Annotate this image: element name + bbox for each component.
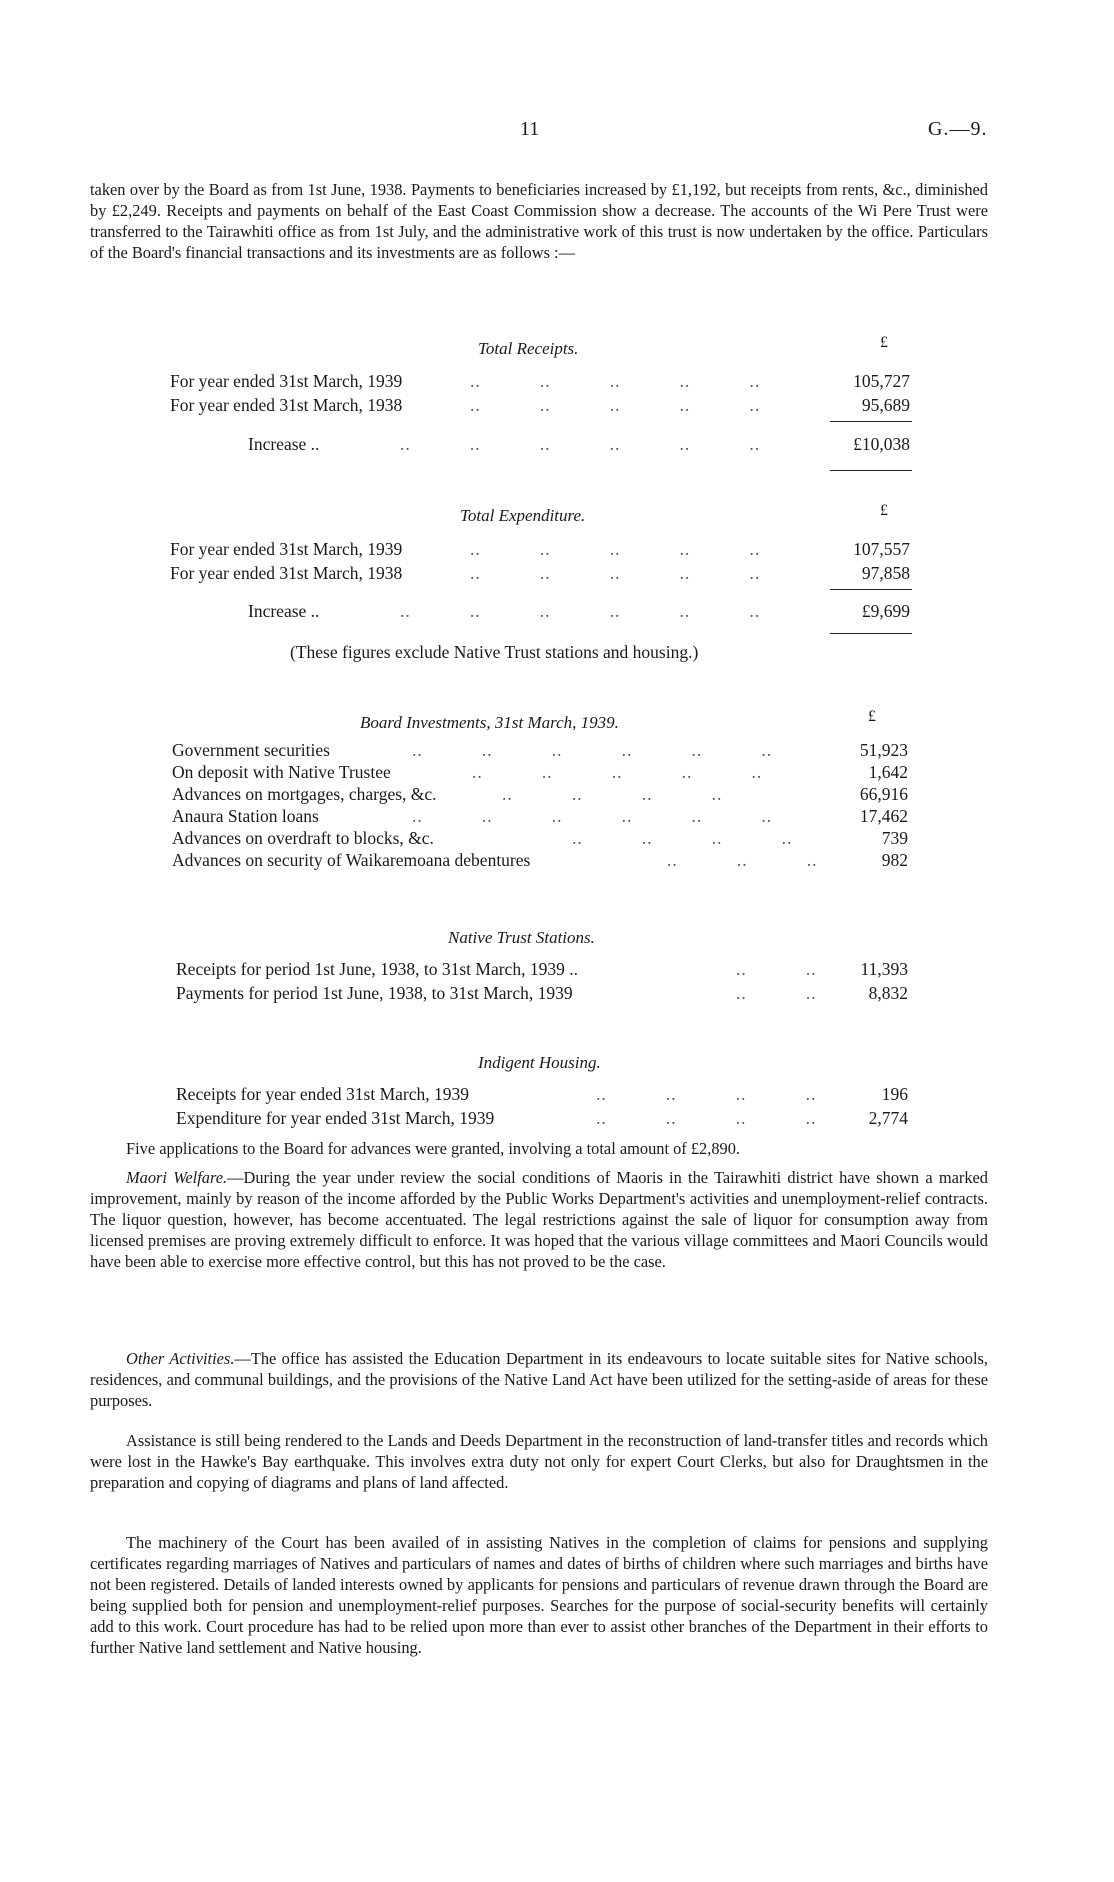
board-investments-title: Board Investments, 31st March, 1939. xyxy=(360,713,619,732)
total-expenditure-title: Total Expenditure. xyxy=(460,506,586,525)
total-rule xyxy=(830,470,912,471)
increase-label: Increase .. xyxy=(248,601,320,621)
total-expenditure-currency: £ xyxy=(880,502,888,519)
table-row xyxy=(172,740,908,762)
row-value: 8,832 xyxy=(868,983,908,1003)
table-row xyxy=(170,563,910,587)
table-row xyxy=(170,395,910,419)
increase-value: £9,699 xyxy=(861,601,910,621)
row-value: 51,923 xyxy=(859,740,908,760)
maori-welfare-text: —During the year under review the social conditions of Maoris in the Tairawhiti district have shown a marked improvement, mainly by reason of the income afforded by the Public Works Department's activities and unemployment-relief contracts. The liquor question, however, has become accentuated. The legal restrictions against the sale of liquor for consumption away from licensed premises are proving extremely difficult to enforce. It was hoped that the various village committees and Maori Councils would have been able to exercise more effective control, but this has not proved to be the case. xyxy=(90,1168,988,1271)
row-value: 105,727 xyxy=(853,371,910,391)
subtotal-rule xyxy=(830,421,912,422)
table-row xyxy=(172,828,908,850)
row-label: Receipts for period 1st June, 1938, to 31st March, 1939 .. xyxy=(176,959,578,979)
board-investments-table xyxy=(172,740,908,872)
native-trust-stations-table xyxy=(176,959,908,1007)
row-value: 1,642 xyxy=(868,762,908,782)
table-row xyxy=(170,539,910,563)
row-label: Expenditure for year ended 31st March, 1939 xyxy=(176,1108,495,1128)
total-receipts-table xyxy=(170,371,910,419)
table-row xyxy=(176,983,908,1007)
increase-label: Increase .. xyxy=(248,434,320,454)
leader-dots: .. .. xyxy=(736,983,817,1003)
table-row xyxy=(172,762,908,784)
row-value: 95,689 xyxy=(861,395,910,415)
row-label: Anaura Station loans xyxy=(172,806,319,826)
other-activities-paragraph xyxy=(90,1348,988,1411)
table-row xyxy=(176,1108,908,1132)
row-value: 739 xyxy=(881,828,908,848)
table-row xyxy=(170,371,910,395)
row-label: For year ended 31st March, 1939 xyxy=(170,539,403,559)
leader-dots: .. .. .. .. xyxy=(572,828,793,848)
table-row xyxy=(176,959,908,983)
row-label: For year ended 31st March, 1939 xyxy=(170,371,403,391)
machinery-paragraph: The machinery of the Court has been availed of in assisting Natives in the completion of claims for pensions and supplying certificates regarding marriages of Natives and particulars of names and dates of births of children where such marriages and births have not been registered. Details of landed interests owned by applicants for pensions and particulars of revenue drawn through the Board are being supplied both for pension and unemployment-relief purposes. Searches for the purpose of social-security benefits will certainly add to this work. Court procedure has had to be relied upon more than ever to assist other branches of the Department in their efforts to further Native land settlement and Native housing. xyxy=(90,1533,988,1657)
row-label: For year ended 31st March, 1938 xyxy=(170,395,403,415)
total-rule xyxy=(830,633,912,634)
intro-paragraph: taken over by the Board as from 1st June, 1938. Payments to beneficiaries increased by £1,192, but receipts from rents, &c., diminished by £2,249. Receipts and payments on behalf of the East Coast Commission show a decrease. The accounts of the Wi Pere Trust were transferred to the Tairawhiti office as from 1st July, and the administrative work of this trust is now undertaken by the office. Particulars of the Board's financial transactions and its investments are as follows :— xyxy=(90,180,988,262)
document-reference: G.—9. xyxy=(928,118,988,140)
leader-dots: .. .. .. .. .. xyxy=(470,539,761,559)
leader-dots: .. .. .. .. .. xyxy=(470,563,761,583)
leader-dots: .. .. .. .. .. xyxy=(472,762,763,782)
row-value: 11,393 xyxy=(860,959,908,979)
leader-dots: .. .. .. xyxy=(667,850,818,870)
leader-dots: .. .. .. .. xyxy=(502,784,723,804)
table-row xyxy=(170,434,910,458)
leader-dots: .. .. .. .. .. .. xyxy=(400,601,761,621)
total-expenditure-table xyxy=(170,539,910,587)
table-row xyxy=(170,601,910,625)
leader-dots: .. .. .. .. .. .. xyxy=(412,806,773,826)
page-number: 11 xyxy=(520,118,540,140)
row-value: 66,916 xyxy=(859,784,908,804)
maori-welfare-heading: Maori Welfare. xyxy=(126,1168,228,1187)
indigent-housing-table xyxy=(176,1084,908,1132)
row-value: 17,462 xyxy=(859,806,908,826)
row-value: 982 xyxy=(881,850,908,870)
leader-dots: .. .. .. .. .. xyxy=(470,371,761,391)
leader-dots: .. .. xyxy=(736,959,817,979)
row-label: Advances on security of Waikaremoana debentures xyxy=(172,850,531,870)
table-row xyxy=(172,806,908,828)
row-label: Advances on overdraft to blocks, &c. xyxy=(172,828,434,848)
total-expenditure-increase xyxy=(170,601,910,625)
subtotal-rule xyxy=(830,589,912,590)
total-receipts-currency: £ xyxy=(880,334,888,351)
expenditure-note: (These figures exclude Native Trust stations and housing.) xyxy=(290,642,699,662)
table-row xyxy=(176,1084,908,1108)
row-label: On deposit with Native Trustee xyxy=(172,762,391,782)
leader-dots: .. .. .. .. .. xyxy=(470,395,761,415)
leader-dots: .. .. .. .. .. .. xyxy=(400,434,761,454)
total-receipts-title: Total Receipts. xyxy=(478,339,579,358)
indigent-housing-title: Indigent Housing. xyxy=(478,1053,601,1072)
leader-dots: .. .. .. .. xyxy=(596,1084,817,1104)
board-investments-currency: £ xyxy=(868,708,876,725)
other-activities-heading: Other Activities. xyxy=(126,1349,235,1368)
increase-value: £10,038 xyxy=(853,434,910,454)
row-label: Payments for period 1st June, 1938, to 31st March, 1939 xyxy=(176,983,573,1003)
maori-welfare-paragraph xyxy=(90,1167,988,1272)
other-activities-text: —The office has assisted the Education Department in its endeavours to locate suitable sites for Native schools, residences, and communal buildings, and the provisions of the Native Land Act have been utilized for the setting-aside of areas for these purposes. xyxy=(90,1349,989,1410)
row-value: 2,774 xyxy=(868,1108,908,1128)
native-trust-stations-title: Native Trust Stations. xyxy=(448,928,595,947)
row-value: 97,858 xyxy=(861,563,910,583)
leader-dots: .. .. .. .. xyxy=(596,1108,817,1128)
row-label: Government securities xyxy=(172,740,330,760)
row-value: 196 xyxy=(881,1084,908,1104)
row-value: 107,557 xyxy=(853,539,910,559)
row-label: Advances on mortgages, charges, &c. xyxy=(172,784,437,804)
leader-dots: .. .. .. .. .. .. xyxy=(412,740,773,760)
applications-paragraph: Five applications to the Board for advances were granted, involving a total amount of £2,890. xyxy=(126,1139,741,1158)
table-row xyxy=(172,784,908,806)
total-receipts-increase xyxy=(170,434,910,458)
table-row xyxy=(172,850,908,872)
row-label: Receipts for year ended 31st March, 1939 xyxy=(176,1084,470,1104)
row-label: For year ended 31st March, 1938 xyxy=(170,563,403,583)
assistance-paragraph: Assistance is still being rendered to the Lands and Deeds Department in the reconstruction of land-transfer titles and records which were lost in the Hawke's Bay earthquake. This involves extra duty not only for expert Court Clerks, but also for Draughtsmen in the preparation and copying of diagrams and plans of land affected. xyxy=(90,1431,988,1492)
